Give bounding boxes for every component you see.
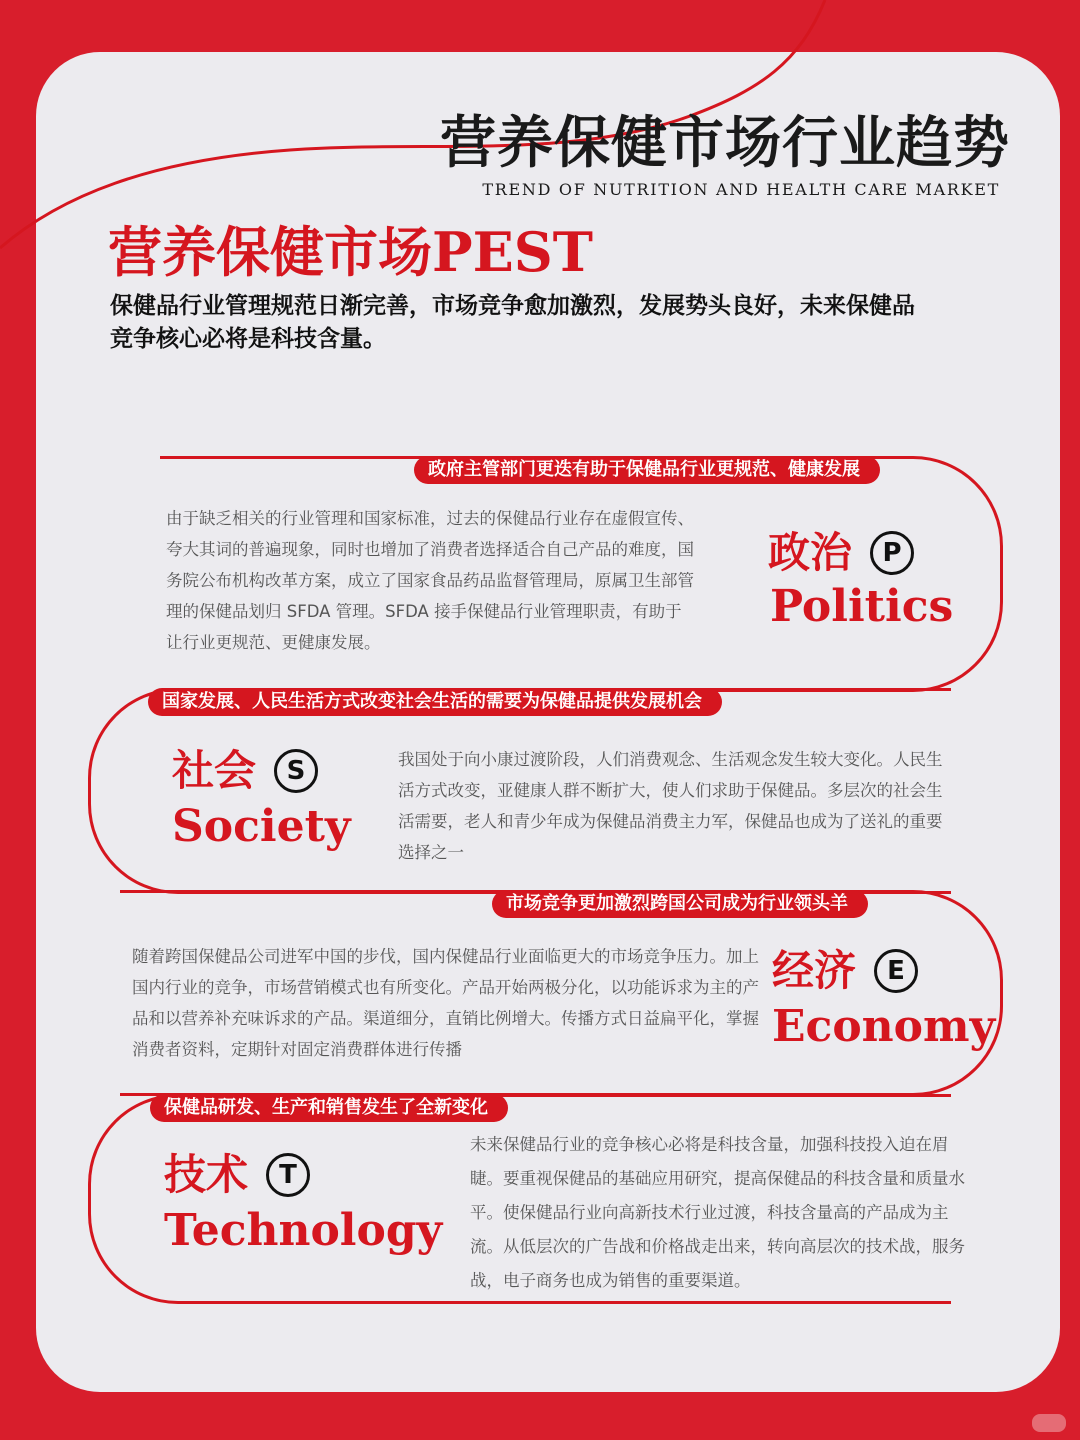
pest-title: 营养保健市场PEST [108,220,593,284]
watermark-logo [1032,1414,1066,1432]
politics-cn-label [768,528,914,578]
economy-en-label: Economy [772,1001,996,1052]
economy-cn: 经济 [772,946,857,995]
politics-cn: 政治 [768,528,853,577]
politics-text: 由于缺乏相关的行业管理和国家标准，过去的保健品行业存在虚假宣传、夸大其词的普遍现象，同时也增加了消费者选择适合自己产品的难度，国务院公布机构改革方案，成立了国家食品药品监督管理局，原属卫生部管理的保健品划归 SFDA 管理。SFDA 接手保健品行业管理职责，有助于让行业更规范、更健康发展。 [166,509,694,652]
e-circle-icon: E [874,949,918,993]
society-cn-label [172,746,318,796]
page-subtitle: TREND OF NUTRITION AND HEALTH CARE MARKET [482,180,1000,199]
page-title: 营养保健市场行业趋势 [440,110,1010,176]
pest-intro: 保健品行业管理规范日渐完善，市场竞争愈加激烈，发展势头良好，未来保健品竞争核心必将是科技含量。 [110,293,915,352]
politics-tag: 政府主管部门更迭有助于保健品行业更规范、健康发展 [414,456,880,484]
politics-en-label: Politics [770,581,954,632]
p-circle-icon: P [870,531,914,575]
economy-text: 随着跨国保健品公司进军中国的步伐，国内保健品行业面临更大的市场竞争压力。加上国内行业的竞争，市场营销模式也有所变化。产品开始两极分化，以功能诉求为主的产品和以营养补充味诉求的产品。渠道细分，直销比例增大。传播方式日益扁平化，掌握消费者资料，定期针对固定消费群体进行传播 [132,947,759,1059]
economy-tag: 市场竞争更加激烈跨国公司成为行业领头羊 [492,890,868,918]
technology-en-label: Technology [164,1205,443,1256]
society-cn: 社会 [172,746,257,795]
technology-text: 未来保健品行业的竞争核心必将是科技含量，加强科技投入迫在眉睫。要重视保健品的基础应用研究，提高保健品的科技含量和质量水平。使保健品行业向高新技术行业过渡，科技含量高的产品成为主流。从低层次的广告战和价格战走出来，转向高层次的技术战，服务战，电子商务也成为销售的重要渠道。 [470,1135,965,1290]
technology-tag: 保健品研发、生产和销售发生了全新变化 [150,1094,508,1122]
decorative-wave [0,0,1080,420]
technology-cn-label [164,1150,310,1200]
t-circle-icon: T [266,1153,310,1197]
society-text: 我国处于向小康过渡阶段，人们消费观念、生活观念发生较大变化。人民生活方式改变，亚健康人群不断扩大，使人们求助于保健品。多层次的社会生活需要，老人和青少年成为保健品消费主力军，保健品也成为了送礼的重要选择之一 [398,750,943,862]
technology-cn: 技术 [164,1150,249,1199]
society-tag: 国家发展、人民生活方式改变社会生活的需要为保健品提供发展机会 [148,688,722,716]
s-circle-icon: S [274,749,318,793]
economy-cn-label [772,946,918,996]
society-en-label: Society [172,801,351,852]
